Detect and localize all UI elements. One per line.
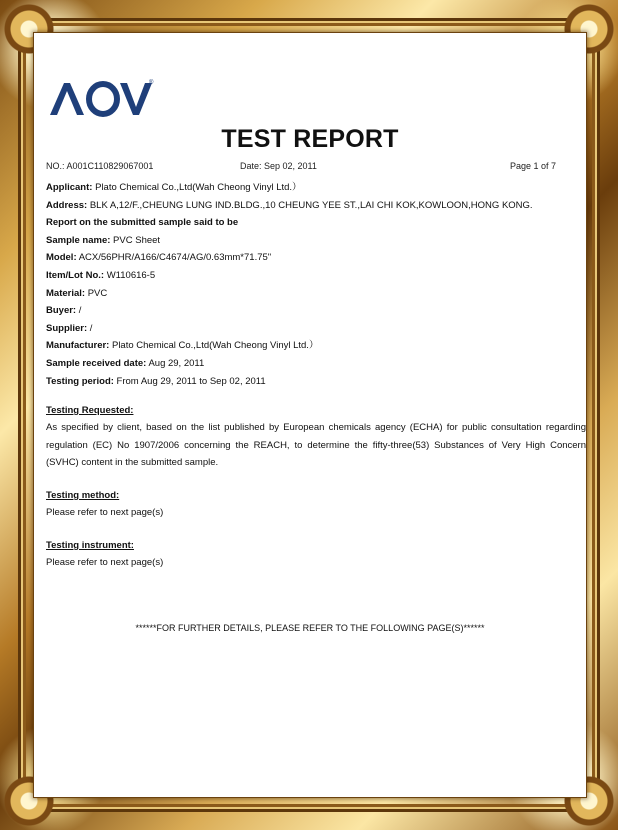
report-date: Date: Sep 02, 2011 bbox=[240, 161, 317, 171]
testing-instrument-heading: Testing instrument: bbox=[46, 540, 134, 551]
testing-instrument-body: Please refer to next page(s) bbox=[46, 557, 164, 568]
testing-method-body: Please refer to next page(s) bbox=[46, 507, 164, 518]
field-applicant: Applicant: Plato Chemical Co.,Ltd(Wah Cheong Vinyl Ltd.） bbox=[46, 182, 302, 193]
further-details-note: ******FOR FURTHER DETAILS, PLEASE REFER TO THE FOLLOWING PAGE(S)****** bbox=[135, 623, 485, 633]
report-page bbox=[34, 33, 586, 797]
field-model: Model: ACX/56PHR/A166/C4674/AG/0.63mm*71.75" bbox=[46, 252, 272, 264]
aov-logo-mark bbox=[48, 77, 156, 119]
testing-requested-section bbox=[46, 402, 586, 472]
field-received-date: Sample received date: Aug 29, 2011 bbox=[46, 357, 205, 369]
testing-method-heading: Testing method: bbox=[46, 490, 120, 501]
field-material: Material: PVC bbox=[46, 287, 108, 299]
testing-method-section bbox=[46, 487, 586, 522]
report-title: TEST REPORT bbox=[221, 125, 399, 153]
field-address: Address: BLK A,12/F.,CHEUNG LUNG IND.BLDG.,10 CHEUNG YEE ST.,LAI CHI KOK,KOWLOON,HONG KONG. bbox=[46, 199, 533, 211]
field-report-on: Report on the submitted sample said to be bbox=[46, 217, 239, 229]
field-sample-name: Sample name: PVC Sheet bbox=[46, 234, 161, 246]
testing-requested-body: As specified by client, based on the list published by European chemicals agency (ECHA) for public consultation regarding regulation (EC) No 1907/2006 concerning the REACH, to determine the fifty-three(53) Substances of Very High Concern (SVHC) content in the submitted sample. bbox=[46, 422, 586, 468]
field-buyer: Buyer: / bbox=[46, 305, 82, 317]
field-supplier: Supplier: / bbox=[46, 322, 93, 334]
testing-instrument-section bbox=[46, 537, 586, 572]
field-item-lot: Item/Lot No.: W110616-5 bbox=[46, 269, 156, 281]
field-manufacturer: Manufacturer: Plato Chemical Co.,Ltd(Wah Cheong Vinyl Ltd.） bbox=[46, 340, 319, 352]
field-testing-period: Testing period: From Aug 29, 2011 to Sep 02, 2011 bbox=[46, 375, 266, 387]
registered-mark: ® bbox=[149, 80, 154, 86]
testing-requested-heading: Testing Requested: bbox=[46, 405, 134, 416]
sample-info-fields bbox=[46, 179, 582, 390]
page-number: Page 1 of 7 bbox=[509, 161, 556, 171]
aov-logo bbox=[48, 77, 156, 119]
report-number: NO.: A001C110829067001 bbox=[46, 161, 154, 171]
